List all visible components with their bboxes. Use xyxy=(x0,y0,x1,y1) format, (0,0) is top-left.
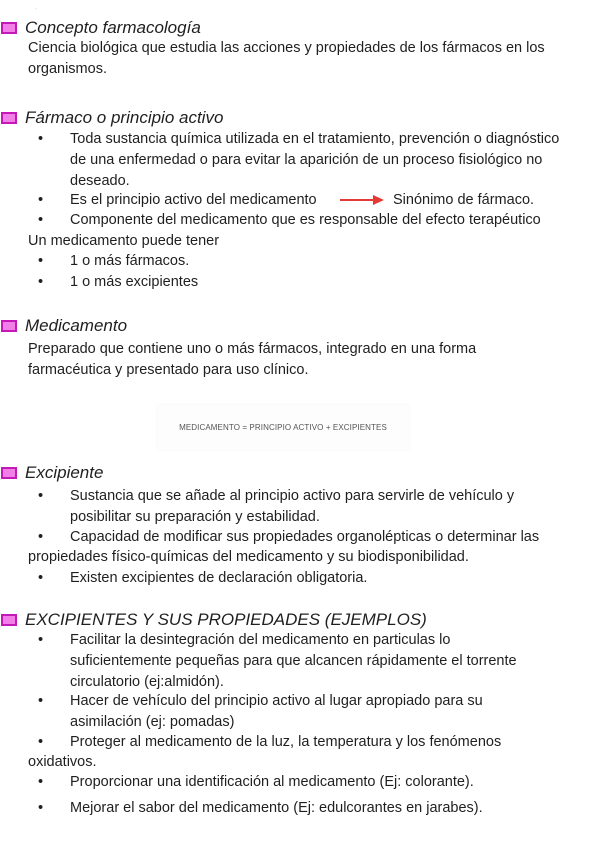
list-item-continuation: oxidativos. xyxy=(28,754,97,770)
bullet-icon: • xyxy=(38,131,44,147)
synonym-note: Sinónimo de fármaco. xyxy=(393,192,535,208)
formula-image: MEDICAMENTO = PRINCIPIO ACTIVO + EXCIPIENTES xyxy=(157,405,409,450)
list-item-text: Facilitar la desintegración del medicamento en particulas lo suficientemente pequeñas para que alcancen rápidamente el torrente circulatorio (ej:almidón). xyxy=(70,632,517,690)
section-body: Ciencia biológica que estudia las acciones y propiedades de los fármacos en los organismos. xyxy=(28,40,545,77)
list-item-text: Componente del medicamento que es responsable del efecto terapéutico xyxy=(70,212,541,228)
pink-marker-icon xyxy=(1,22,17,34)
list-item-text: Mejorar el sabor del medicamento (Ej: edulcorantes en jarabes). xyxy=(70,800,483,816)
list-item-text: Es el principio activo del medicamento xyxy=(70,192,317,208)
bullet-icon: • xyxy=(38,693,44,709)
page-speck: · xyxy=(35,6,37,12)
bullet-icon: • xyxy=(38,212,44,228)
section-heading-ejemplos xyxy=(0,610,427,630)
list-item-text: Sustancia que se añade al principio activo para servirle de vehículo y posibilitar su preparación y estabilidad. xyxy=(70,488,515,525)
pink-marker-icon xyxy=(1,320,17,332)
right-arrow-icon xyxy=(340,193,384,207)
bullet-icon: • xyxy=(38,800,44,816)
bullet-icon: • xyxy=(38,529,44,545)
bullet-icon: • xyxy=(38,774,44,790)
bullet-icon: • xyxy=(38,253,44,269)
list-item-text: 1 o más fármacos. xyxy=(70,253,190,269)
list-item-text: Capacidad de modificar sus propiedades organolépticas o determinar las xyxy=(70,529,540,545)
list-item-text: Toda sustancia química utilizada en el tratamiento, prevención o diagnóstico de una enfermedad o para evitar la aparición de un proceso fisiológico no deseado. xyxy=(70,131,560,189)
list-item-text: 1 o más excipientes xyxy=(70,274,199,290)
section-heading-medicamento xyxy=(0,316,127,336)
intro-line: Un medicamento puede tener xyxy=(28,233,220,249)
list-item-text: Hacer de vehículo del principio activo al lugar apropiado para su asimilación (ej: pomadas) xyxy=(70,693,483,730)
section-title: Concepto farmacología xyxy=(25,18,201,37)
bullet-icon: • xyxy=(38,632,44,648)
section-heading-concepto xyxy=(0,18,201,38)
section-title: Fármaco o principio activo xyxy=(25,108,224,127)
bullet-icon: • xyxy=(38,734,44,750)
section-body: Preparado que contiene uno o más fármacos, integrado en una forma farmacéutica y presentado para uso clínico. xyxy=(28,341,477,378)
section-title: Excipiente xyxy=(25,463,104,482)
list-item-text: Existen excipientes de declaración obligatoria. xyxy=(70,570,368,586)
section-heading-farmaco xyxy=(0,108,223,128)
bullet-icon: • xyxy=(38,192,44,208)
list-item-text: Proteger al medicamento de la luz, la temperatura y los fenómenos xyxy=(70,734,502,750)
list-item-continuation: propiedades físico-químicas del medicamento y su biodisponibilidad. xyxy=(28,549,469,565)
pink-marker-icon xyxy=(1,112,17,124)
bullet-icon: • xyxy=(38,570,44,586)
bullet-icon: • xyxy=(38,488,44,504)
list-item-text: Proporcionar una identificación al medicamento (Ej: colorante). xyxy=(70,774,474,790)
section-title: Medicamento xyxy=(25,316,128,335)
pink-marker-icon xyxy=(1,614,17,626)
section-title: EXCIPIENTES Y SUS PROPIEDADES (EJEMPLOS) xyxy=(25,610,427,629)
bullet-icon: • xyxy=(38,274,44,290)
section-heading-excipiente xyxy=(0,463,103,483)
pink-marker-icon xyxy=(1,467,17,479)
